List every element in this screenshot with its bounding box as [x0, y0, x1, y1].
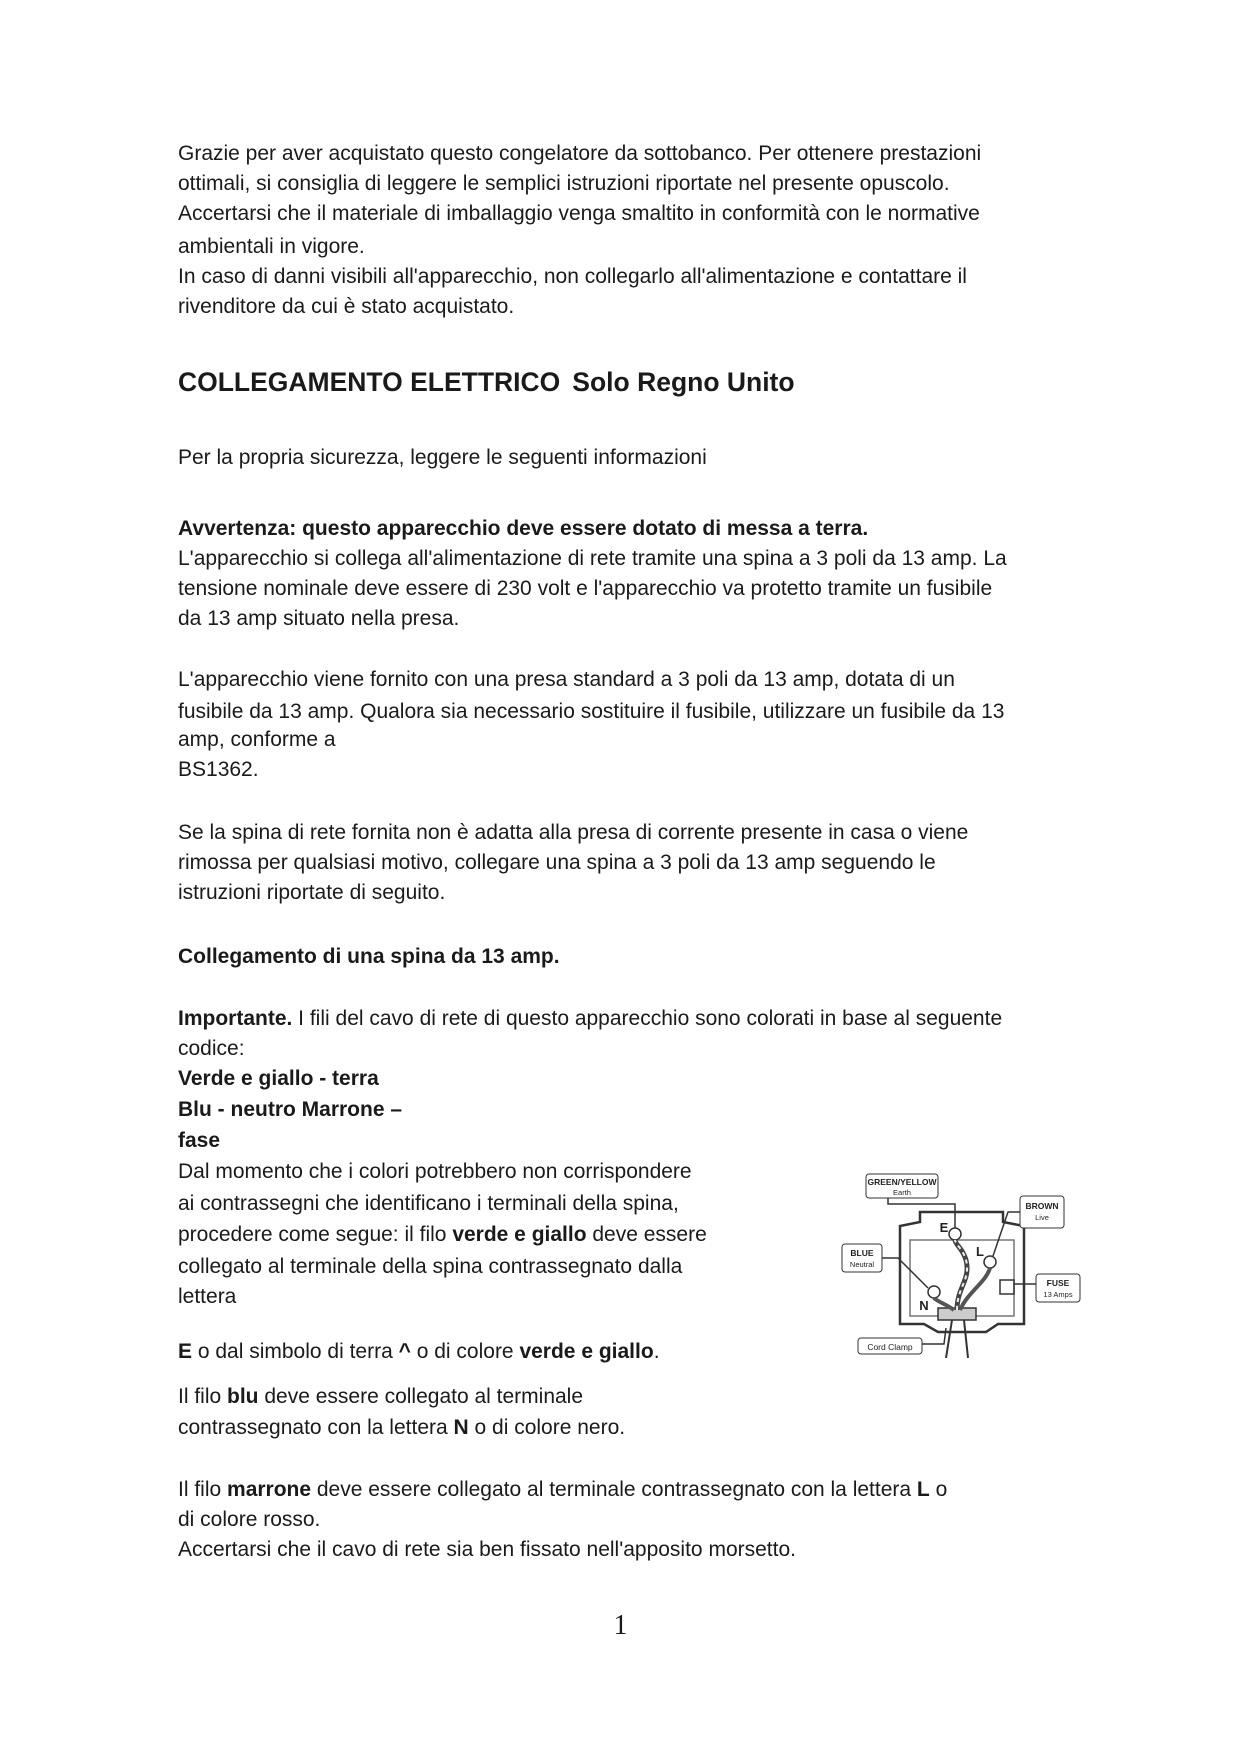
colors-line-2: ai contrassegni che identificano i terminali della spina,	[178, 1192, 679, 1215]
plug-line-1: Se la spina di rete fornita non è adatta alla presa di corrente presente in casa o viene	[178, 821, 969, 844]
supply-line-3: amp, conforme a	[178, 728, 336, 751]
brown-letter: L	[916, 1478, 930, 1501]
colors-line-1: Dal momento che i colori potrebbero non corrispondere	[178, 1160, 692, 1183]
colors-line-3c: deve essere	[586, 1223, 707, 1246]
earth-line	[178, 1337, 660, 1368]
earth-text-3: .	[653, 1340, 660, 1363]
blue-text-4: o di colore nero.	[468, 1416, 626, 1439]
intro-line-2: ottimali, si consiglia di leggere le semplici istruzioni riportate nel presente opuscolo.	[178, 172, 950, 195]
label-earth: Earth	[893, 1188, 911, 1197]
intro-line-5: In caso di danni visibili all'apparecchio, non collegarlo all'alimentazione e contattare il	[178, 265, 967, 288]
code-live: fase	[178, 1129, 221, 1152]
important-label: Importante.	[178, 1007, 293, 1030]
brown-text-2: deve essere collegato al terminale contrassegnato con la lettera	[311, 1478, 917, 1501]
section-heading	[178, 367, 795, 398]
terminal-n: N	[919, 1298, 929, 1313]
brown-line-2: di colore rosso.	[178, 1508, 321, 1531]
colors-line-5: lettera	[178, 1285, 237, 1308]
supply-line-4: BS1362.	[178, 758, 259, 781]
intro-line-1: Grazie per aver acquistato questo congelatore da sottobanco. Per ottenere prestazioni	[178, 142, 982, 165]
colors-line-3a: procedere come segue: il filo	[178, 1223, 453, 1246]
plug-line-2: rimossa per qualsiasi motivo, collegare una spina a 3 poli da 13 amp seguendo le	[178, 851, 936, 874]
blue-line-2	[178, 1413, 625, 1444]
colors-line-3b: verde e giallo	[452, 1223, 587, 1246]
blue-text-2: deve essere collegato al terminale	[258, 1385, 584, 1408]
blue-text-1: Il filo	[178, 1385, 228, 1408]
blue-letter: N	[453, 1416, 469, 1439]
warning-line-1: L'apparecchio si collega all'alimentazione di rete tramite una spina a 3 poli da 13 amp. La	[178, 547, 1007, 570]
important-line-2: codice:	[178, 1037, 245, 1060]
supply-line-1: L'apparecchio viene fornito con una presa standard a 3 poli da 13 amp, dotata di un	[178, 668, 955, 691]
earth-text-1: o dal simbolo di terra	[192, 1340, 399, 1363]
brown-word: marrone	[227, 1478, 312, 1501]
supply-line-2: fusibile da 13 amp. Qualora sia necessario sostituire il fusibile, utilizzare un fusibile da 13	[178, 700, 1005, 723]
earth-letter: E	[178, 1340, 193, 1363]
label-brown: BROWN	[1025, 1201, 1059, 1211]
brown-text-3: o	[929, 1478, 948, 1501]
brown-line-3: Accertarsi che il cavo di rete sia ben fissato nell'apposito morsetto.	[178, 1538, 796, 1561]
brown-text-1: Il filo	[178, 1478, 228, 1501]
subheading: Collegamento di una spina da 13 amp.	[178, 945, 560, 968]
label-blue: BLUE	[850, 1248, 874, 1258]
heading-part-1: COLLEGAMENTO ELETTRICO	[178, 367, 561, 397]
plug-wiring-diagram	[838, 1172, 1082, 1358]
terminal-e: E	[939, 1220, 949, 1235]
important-line	[178, 1004, 1002, 1035]
blue-text-3: contrassegnato con la lettera	[178, 1416, 454, 1439]
intro-line-3: Accertarsi che il materiale di imballaggio venga smaltito in conformità con le normative	[178, 202, 980, 225]
colors-line-4: collegato al terminale della spina contrassegnato dalla	[178, 1255, 683, 1278]
blue-word: blu	[227, 1385, 259, 1408]
intro-line-6: rivenditore da cui è stato acquistato.	[178, 295, 515, 318]
label-neutral: Neutral	[849, 1260, 875, 1269]
heading-part-2: Solo Regno Unito	[572, 367, 795, 397]
label-green-yellow: GREEN/YELLOW	[867, 1177, 937, 1187]
blue-line-1	[178, 1382, 583, 1413]
colors-line-3	[178, 1220, 707, 1251]
brown-line-1	[178, 1475, 947, 1506]
code-neutral: Blu - neutro Marrone –	[178, 1098, 403, 1121]
safety-line: Per la propria sicurezza, leggere le seguenti informazioni	[178, 446, 707, 469]
intro-line-4: ambientali in vigore.	[178, 235, 365, 258]
label-13-amps: 13 Amps	[1043, 1290, 1073, 1299]
plug-line-3: istruzioni riportate di seguito.	[178, 881, 446, 904]
code-earth: Verde e giallo - terra	[178, 1067, 379, 1090]
terminal-l: L	[976, 1244, 984, 1259]
warning-line-2: tensione nominale deve essere di 230 volt e l'apparecchio va protetto tramite un fusibile	[178, 577, 993, 600]
label-fuse: FUSE	[1046, 1278, 1070, 1288]
label-live: Live	[1035, 1213, 1049, 1222]
earth-symbol: ^	[398, 1340, 411, 1363]
warning-title: Avvertenza: questo apparecchio deve essere dotato di messa a terra.	[178, 517, 869, 540]
important-text: I fili del cavo di rete di questo apparecchio sono colorati in base al seguente	[292, 1007, 1003, 1030]
page-number: 1	[613, 1610, 628, 1641]
warning-line-3: da 13 amp situato nella presa.	[178, 607, 460, 630]
earth-text-2: o di colore	[410, 1340, 520, 1363]
label-cord-clamp: Cord Clamp	[867, 1342, 913, 1352]
earth-color: verde e giallo	[519, 1340, 654, 1363]
